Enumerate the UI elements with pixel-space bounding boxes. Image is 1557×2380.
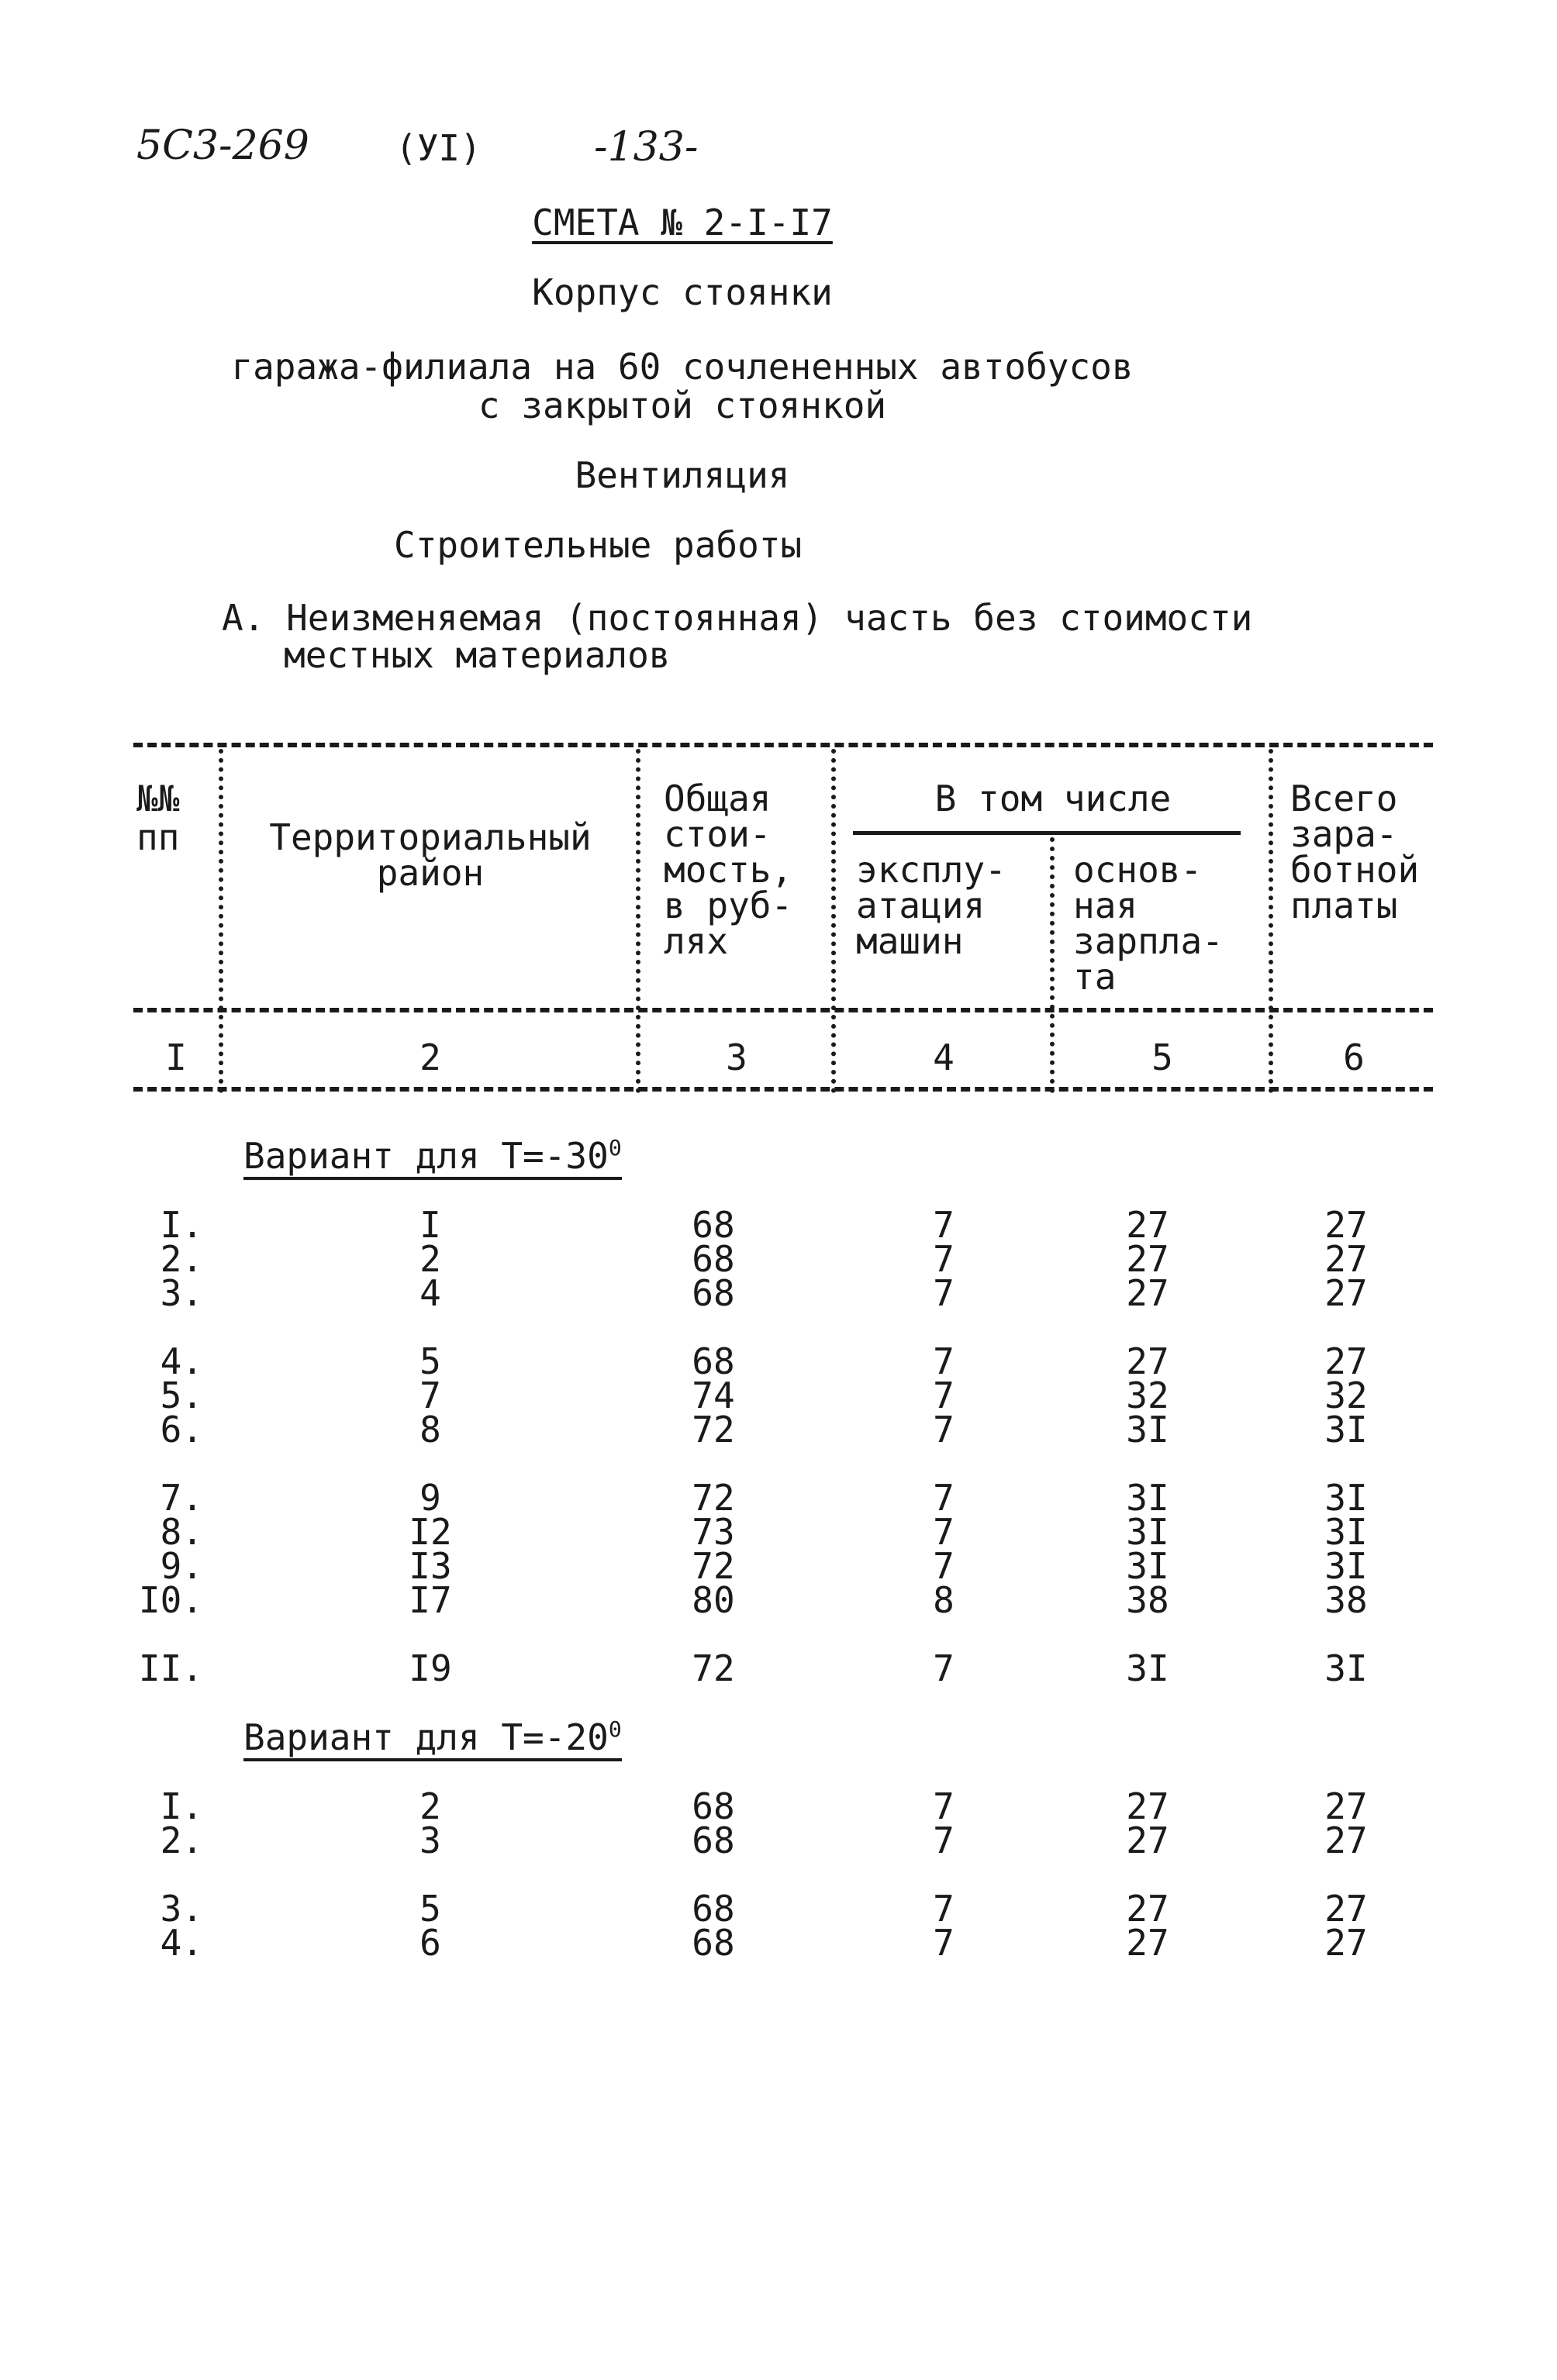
cell-total: 68 <box>692 1819 735 1861</box>
header-machines-3: машин <box>856 920 964 962</box>
divider-3 <box>831 749 836 1093</box>
cell-machines: 7 <box>933 1545 955 1587</box>
cell-machines: 7 <box>933 1922 955 1964</box>
object-description-line2: с закрытой стоянкой <box>478 385 887 426</box>
cell-district: 9 <box>419 1477 441 1519</box>
cell-district: 6 <box>419 1922 441 1964</box>
cell-total: 68 <box>692 1238 735 1280</box>
variant-label: Вариант для Т=-20 <box>243 1716 609 1758</box>
cell-machines: 7 <box>933 1375 955 1416</box>
divider-1 <box>219 749 223 1093</box>
header-all-wage-2: зара- <box>1290 813 1398 855</box>
cell-all-wage: 3I <box>1324 1477 1368 1519</box>
cell-all-wage: 32 <box>1324 1375 1368 1416</box>
variant-heading <box>243 1718 622 1761</box>
cell-num: 6. <box>160 1409 203 1450</box>
column-number-5: 5 <box>1151 1037 1173 1078</box>
cell-machines: 7 <box>933 1340 955 1382</box>
cell-machines: 7 <box>933 1647 955 1689</box>
cell-wage: 27 <box>1126 1819 1169 1861</box>
column-number-6: 6 <box>1343 1037 1365 1078</box>
header-total-1: Общая <box>664 778 772 819</box>
header-bottom-rule <box>133 1008 1433 1012</box>
cell-district: I2 <box>409 1511 452 1553</box>
cell-num: 9. <box>160 1545 203 1587</box>
cell-wage: 27 <box>1126 1922 1169 1964</box>
cell-wage: 27 <box>1126 1272 1169 1314</box>
header-wage-2: ная <box>1073 885 1138 926</box>
cell-total: 72 <box>692 1409 735 1450</box>
header-district-2: район <box>376 852 485 894</box>
cell-total: 68 <box>692 1922 735 1964</box>
cell-district: 7 <box>419 1375 441 1416</box>
cell-machines: 7 <box>933 1888 955 1930</box>
header-top-rule <box>133 743 1433 747</box>
volume-number: (УI) <box>395 127 482 169</box>
cell-total: 73 <box>692 1511 735 1553</box>
cell-machines: 7 <box>933 1511 955 1553</box>
cell-all-wage: 27 <box>1324 1922 1368 1964</box>
cell-district: 2 <box>419 1238 441 1280</box>
column-numbers-rule <box>133 1087 1433 1092</box>
cell-num: 4. <box>160 1340 203 1382</box>
cell-all-wage: 27 <box>1324 1204 1368 1246</box>
cell-district: 2 <box>419 1785 441 1827</box>
cell-all-wage: 27 <box>1324 1888 1368 1930</box>
cell-wage: 32 <box>1126 1375 1169 1416</box>
cell-machines: 8 <box>933 1579 955 1621</box>
cell-wage: 38 <box>1126 1579 1169 1621</box>
cell-district: I3 <box>409 1545 452 1587</box>
header-wage-4: та <box>1073 956 1117 998</box>
cell-num: 3. <box>160 1888 203 1930</box>
cell-wage: 27 <box>1126 1340 1169 1382</box>
header-all-wage-3: ботной <box>1290 849 1420 891</box>
cell-all-wage: 27 <box>1324 1785 1368 1827</box>
work-type: Строительные работы <box>394 524 803 566</box>
header-total-3: мость, <box>664 849 793 891</box>
header-district-1: Территориальный <box>269 816 592 858</box>
cell-total: 72 <box>692 1647 735 1689</box>
cell-num: I. <box>160 1785 203 1827</box>
part-description-line2: местных материалов <box>284 634 671 676</box>
column-number-4: 4 <box>933 1037 955 1078</box>
cell-machines: 7 <box>933 1477 955 1519</box>
cell-total: 72 <box>692 1545 735 1587</box>
column-number-2: 2 <box>419 1037 441 1078</box>
object-description-line1: гаража-филиала на 60 сочлененных автобусов <box>231 346 1134 388</box>
cell-machines: 7 <box>933 1785 955 1827</box>
object-title: Корпус стоянки <box>532 271 833 313</box>
cell-all-wage: 27 <box>1324 1272 1368 1314</box>
cell-wage: 3I <box>1126 1545 1169 1587</box>
cell-total: 68 <box>692 1204 735 1246</box>
page-number: -133- <box>594 124 699 171</box>
cell-num: 4. <box>160 1922 203 1964</box>
cell-wage: 3I <box>1126 1647 1169 1689</box>
cell-total: 80 <box>692 1579 735 1621</box>
header-total-5: лях <box>664 920 729 962</box>
degree-sign: 0 <box>608 1716 622 1742</box>
cell-district: 3 <box>419 1819 441 1861</box>
header-num-1: №№ <box>136 778 180 819</box>
cell-wage: 3I <box>1126 1477 1169 1519</box>
cell-num: 5. <box>160 1375 203 1416</box>
cell-wage: 27 <box>1126 1888 1169 1930</box>
cell-wage: 27 <box>1126 1785 1169 1827</box>
cell-all-wage: 38 <box>1324 1579 1368 1621</box>
cell-machines: 7 <box>933 1409 955 1450</box>
divider-5 <box>1269 749 1273 1093</box>
divider-2 <box>636 749 640 1093</box>
cell-district: I9 <box>409 1647 452 1689</box>
cell-num: 2. <box>160 1819 203 1861</box>
cell-machines: 7 <box>933 1204 955 1246</box>
cell-num: 7. <box>160 1477 203 1519</box>
header-all-wage-1: Всего <box>1290 778 1398 819</box>
variant-label: Вариант для Т=-30 <box>243 1135 609 1177</box>
header-wage-3: зарпла- <box>1073 920 1224 962</box>
header-including: В том числе <box>934 778 1172 819</box>
column-number-3: 3 <box>726 1037 747 1078</box>
cell-district: I <box>419 1204 441 1246</box>
cell-num: 2. <box>160 1238 203 1280</box>
cell-district: 5 <box>419 1888 441 1930</box>
header-total-4: в руб- <box>664 885 793 926</box>
header-all-wage-4: платы <box>1290 885 1398 926</box>
cell-total: 74 <box>692 1375 735 1416</box>
cell-num: I0. <box>138 1579 203 1621</box>
cell-total: 68 <box>692 1340 735 1382</box>
cell-machines: 7 <box>933 1819 955 1861</box>
cell-num: II. <box>138 1647 203 1689</box>
cell-num: I. <box>160 1204 203 1246</box>
header-wage-1: основ- <box>1073 849 1203 891</box>
part-description-line1: А. Неизменяемая (постоянная) часть без стоимости <box>222 597 1253 639</box>
cell-all-wage: 3I <box>1324 1511 1368 1553</box>
cell-all-wage: 27 <box>1324 1819 1368 1861</box>
divider-4 <box>1050 837 1055 1093</box>
header-num-2: пп <box>136 816 180 858</box>
cell-district: 4 <box>419 1272 441 1314</box>
cell-total: 68 <box>692 1888 735 1930</box>
column-number-1: I <box>165 1037 187 1078</box>
cell-all-wage: 3I <box>1324 1409 1368 1450</box>
estimate-title: СМЕТА № 2-I-I7 <box>532 202 833 243</box>
cell-all-wage: 3I <box>1324 1545 1368 1587</box>
degree-sign: 0 <box>608 1135 622 1161</box>
header-machines-1: эксплу- <box>856 849 1006 891</box>
cell-wage: 27 <box>1126 1204 1169 1246</box>
cell-all-wage: 27 <box>1324 1340 1368 1382</box>
header-total-2: стои- <box>664 813 772 855</box>
cell-all-wage: 27 <box>1324 1238 1368 1280</box>
cell-total: 68 <box>692 1272 735 1314</box>
cell-num: 3. <box>160 1272 203 1314</box>
variant-heading <box>243 1137 622 1180</box>
document-code: 5С3-269 <box>136 122 309 169</box>
cell-district: 8 <box>419 1409 441 1450</box>
section-title: Вентиляция <box>575 454 790 496</box>
cell-wage: 3I <box>1126 1511 1169 1553</box>
cell-num: 8. <box>160 1511 203 1553</box>
cell-wage: 27 <box>1126 1238 1169 1280</box>
cell-machines: 7 <box>933 1238 955 1280</box>
cell-district: 5 <box>419 1340 441 1382</box>
cell-total: 68 <box>692 1785 735 1827</box>
header-machines-2: атация <box>856 885 986 926</box>
cell-all-wage: 3I <box>1324 1647 1368 1689</box>
cell-total: 72 <box>692 1477 735 1519</box>
including-rule <box>853 831 1241 835</box>
cell-district: I7 <box>409 1579 452 1621</box>
cell-machines: 7 <box>933 1272 955 1314</box>
cell-wage: 3I <box>1126 1409 1169 1450</box>
